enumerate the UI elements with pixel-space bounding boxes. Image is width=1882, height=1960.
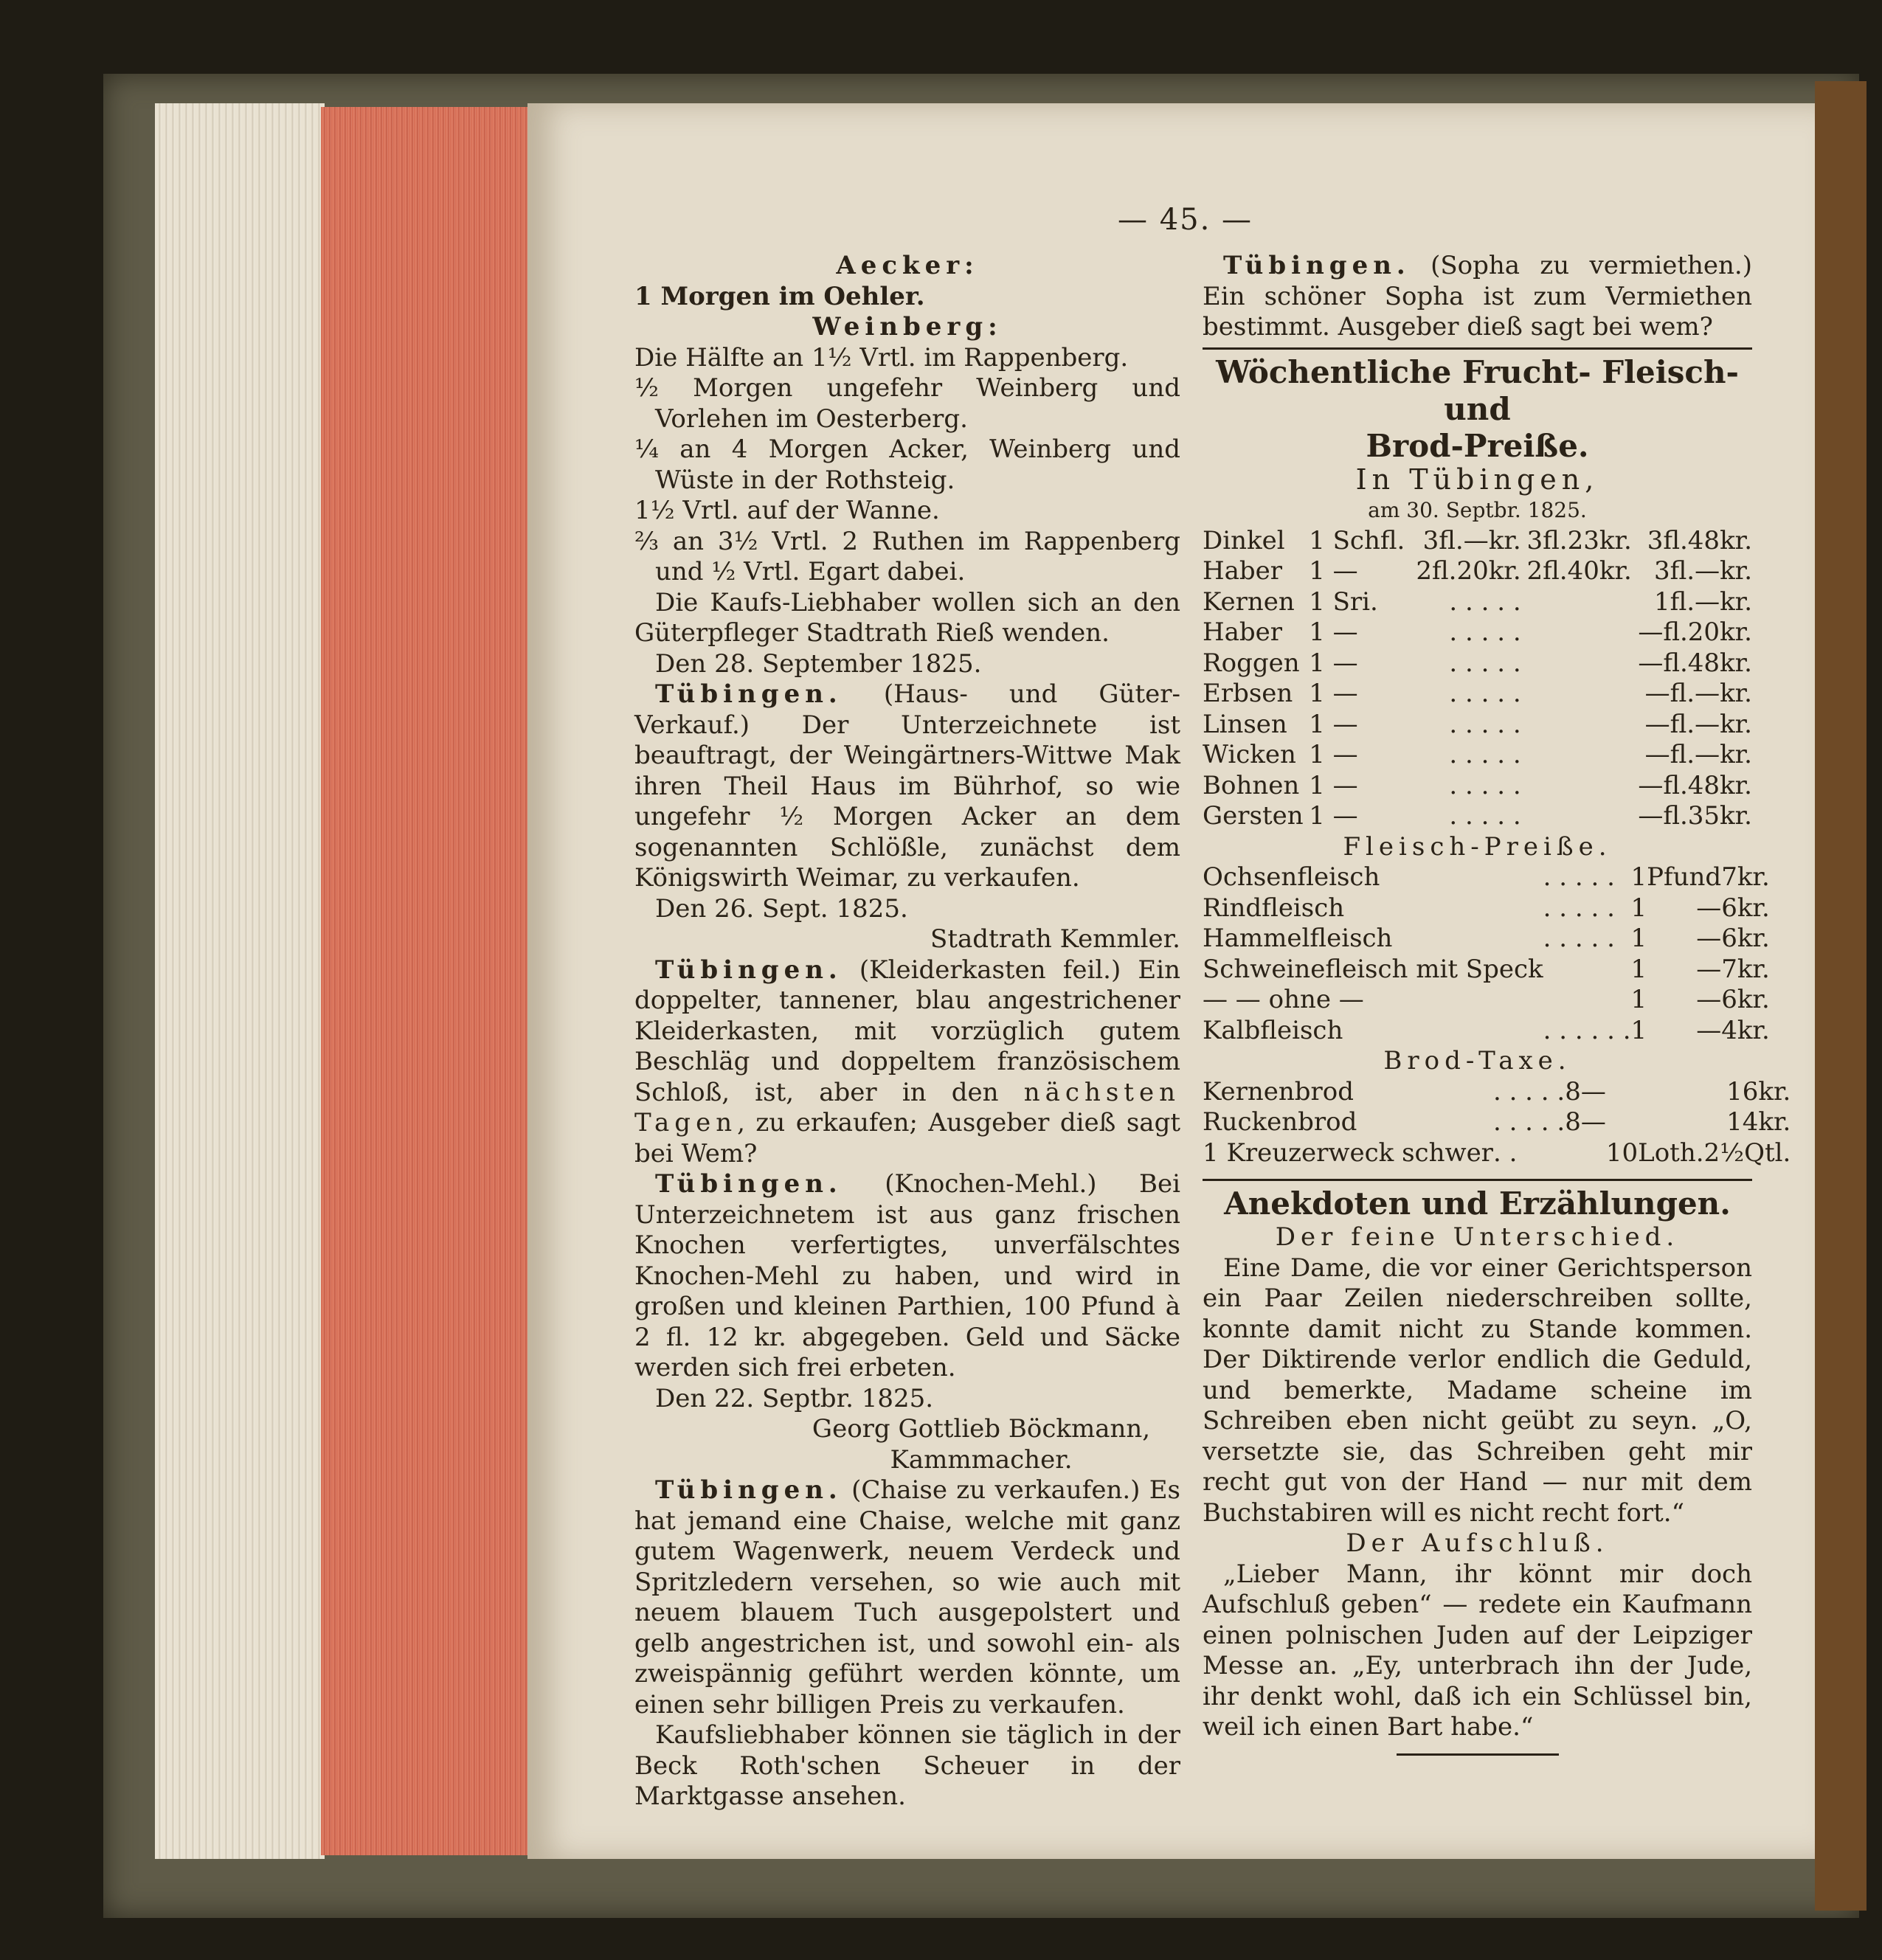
red-page-edge [321, 107, 527, 1855]
grain-row-cell: Roggen [1203, 648, 1300, 678]
meat-row-cell: — [1696, 924, 1722, 953]
grain-row-cell: —fl.—kr. [1644, 709, 1752, 739]
prices-title: Brod-Preiße. [1366, 427, 1589, 464]
ad-knochen [634, 1169, 1180, 1384]
bread-row-cell: 16kr. [1726, 1076, 1791, 1107]
ad-place: Tübingen. [1223, 251, 1411, 280]
meat-row [1203, 893, 1770, 924]
story-title: Der feine Unterschied. [1275, 1222, 1680, 1252]
grain-row-cell: 1 Schfl. [1309, 525, 1405, 555]
grain-row-cell: . . . . . [1449, 586, 1521, 617]
meat-row-cell: . . . . . [1543, 862, 1615, 892]
acker-item: 1 Morgen im Oehler. [634, 281, 925, 311]
grain-row-cell: 1 — [1309, 740, 1358, 769]
grain-row-cell: —fl.35kr. [1638, 801, 1752, 831]
left-column [634, 251, 1180, 1812]
meat-row-cell: Ochsenfleisch [1203, 862, 1380, 892]
meat-row-cell: 1 [1630, 954, 1647, 984]
meat-row-cell: 1 [1630, 1015, 1647, 1045]
meat-row-cell: . . . . . . [1543, 1015, 1631, 1045]
grain-row-cell [1521, 801, 1632, 832]
weinberg-item: Die Hälfte an 1½ Vrtl. im Rappenberg. [634, 342, 1129, 373]
meat-row [1203, 1016, 1770, 1047]
weinberg-item: ½ Morgen ungefehr Weinberg und Vorlehen im Oesterberg. [634, 373, 1180, 434]
grain-row-cell: —fl.48kr. [1638, 770, 1752, 800]
bread-heading: Brod-Taxe. [1383, 1046, 1571, 1076]
meat-row-cell: 6kr. [1721, 924, 1770, 953]
story-title: Der Aufschluß. [1346, 1528, 1609, 1558]
bread-row-cell: — [1580, 1107, 1606, 1137]
grain-row-cell: 2fl.40kr. [1526, 556, 1632, 586]
ad-chaise-2: Kaufsliebhaber können sie täglich in der Beck Roth'schen Scheuer in der Marktgasse ansehen. [634, 1720, 1180, 1811]
grain-row-cell: Erbsen [1203, 679, 1293, 708]
bread-row-cell: . . . . . [1492, 1076, 1566, 1107]
grain-row-cell [1521, 617, 1632, 648]
grain-row [1203, 710, 1752, 741]
right-column [1203, 251, 1791, 1756]
meat-row-cell: 7kr. [1721, 954, 1770, 984]
grain-row-cell: 1 — [1309, 770, 1358, 800]
meat-row-cell: 1 [1630, 985, 1647, 1014]
weinberg-item: ¼ an 4 Morgen Acker, Weinberg und Wüste in der Rothsteig. [634, 434, 1180, 495]
grain-row-cell: Kernen [1203, 586, 1295, 617]
anecdotes-title: Anekdoten und Erzählungen. [1224, 1185, 1731, 1222]
ad-text: , zu erkaufen; Ausgeber dieß sagt bei Wem? [634, 1108, 1180, 1168]
grain-row-cell: 1 — [1309, 709, 1358, 739]
divider [1203, 347, 1752, 350]
grain-row-cell: Dinkel [1203, 525, 1285, 555]
grain-row-cell: Haber [1203, 617, 1283, 647]
weinberg-item: ⅔ an 3½ Vrtl. 2 Ruthen im Rappenberg und ½ Vrtl. Egart dabei. [634, 526, 1180, 586]
divider [1203, 1179, 1752, 1181]
ad-text: (Chaise zu verkaufen.) Es hat jemand eine Chaise, welche mit ganz gutem Wagenwerk, neuem Verdeck und Spritzledern versehen, so wie auch mit neuem blauem Tuch ausgepolstert und gelb angestrichen ist, und sowohl ein- als zweispännig geführt werden könnte, um einen sehr billigen Preis zu verkaufen. [634, 1475, 1181, 1720]
grain-row [1203, 617, 1752, 648]
grain-row-cell: Haber [1203, 556, 1283, 586]
ad-place: Tübingen. [655, 1169, 843, 1199]
grain-row-cell [1521, 771, 1632, 802]
ad-chaise [634, 1475, 1180, 1720]
meat-row-cell: Schweinefleisch mit Speck [1203, 954, 1543, 984]
signature: Stadtrath Kemmler. [930, 924, 1180, 954]
grain-row-cell: 3fl.48kr. [1647, 525, 1752, 555]
ad-text: (Sopha zu vermiethen.) Ein schöner Sopha ist zum Vermiethen bestimmt. Ausgeber dieß sagt bei wem? [1203, 251, 1752, 342]
bread-row [1203, 1107, 1791, 1138]
grain-row-cell: 1 — [1309, 801, 1358, 831]
bread-row-cell: 8 [1565, 1107, 1581, 1137]
meat-row-cell [1543, 985, 1631, 1016]
grain-row-cell: . . . . . [1449, 740, 1521, 769]
prices-place: In Tübingen, [1355, 463, 1599, 496]
bread-row-cell: 10Loth.2½Qtl. [1605, 1137, 1791, 1168]
meat-row-cell: 1 [1630, 924, 1647, 953]
bread-row-cell: . . [1492, 1137, 1518, 1168]
meat-row-cell [1543, 955, 1631, 986]
grain-row [1203, 740, 1752, 771]
grain-price-table [1203, 526, 1752, 832]
bread-price-table [1203, 1077, 1791, 1169]
weinberg-heading: Weinberg: [812, 312, 1003, 342]
meat-row-cell: — — ohne — [1203, 985, 1364, 1014]
grain-row [1203, 679, 1752, 710]
grain-row-cell: 1 — [1309, 648, 1358, 678]
bread-row-cell [1581, 1138, 1606, 1169]
grain-row-cell [1521, 648, 1632, 679]
ad-text: (Haus- und Güter-Verkauf.) Der Unterzeichnete ist beauftragt, der Weingärtners-Wittwe Mak ihren Theil Haus im Bührhof, so wie ungefehr ½ Morgen Acker an dem sogenannten Schlößle, zunächst dem Königswirth Weimar, zu verkaufen. [634, 679, 1181, 893]
ad-place: Tübingen. [655, 679, 843, 709]
grain-row-cell: Gersten [1203, 801, 1304, 831]
grain-row-cell [1521, 587, 1632, 618]
ad-text: (Knochen-Mehl.) Bei Unterzeichnetem ist aus ganz frischen Knochen verfertigtes, unverfälschtes Knochen-Mehl zu haben, und wird in großen und kleinen Parthien, 100 Pfund à 2 fl. 12 kr. abgegeben. Geld und Säcke werden sich frei erbeten. [634, 1169, 1181, 1382]
meat-row-cell: Pfund [1647, 862, 1722, 892]
meat-row-cell: 1 [1630, 893, 1647, 923]
date-line: Den 26. Sept. 1825. [655, 893, 908, 924]
grain-row-cell: Bohnen [1203, 770, 1300, 800]
meat-row-cell: Hammelfleisch [1203, 924, 1393, 953]
meat-row-cell: Kalbfleisch [1203, 1015, 1343, 1045]
ad-emphasis: nächsten Tagen [634, 1077, 1180, 1137]
bread-row-cell: Ruckenbrod [1203, 1107, 1357, 1137]
meat-row-cell: — [1696, 954, 1722, 984]
grain-row-cell: 1 — [1309, 556, 1358, 586]
grain-row-cell [1521, 740, 1632, 771]
meat-row-cell: — [1696, 1015, 1722, 1045]
bread-row-cell: . . . . . [1492, 1107, 1566, 1137]
bread-row-cell [1565, 1138, 1581, 1169]
bread-row-cell: 8 [1565, 1076, 1581, 1107]
grain-row-cell: 3fl.—kr. [1653, 556, 1752, 586]
meat-row-cell: 6kr. [1721, 985, 1770, 1014]
meat-row-cell: . . . . . [1543, 893, 1615, 923]
bread-row [1203, 1077, 1791, 1108]
end-rule [1397, 1753, 1559, 1756]
ad-text: (Kleiderkasten feil.) Ein doppelter, tannener, blau angestrichener Kleiderkasten, mit vorzüglich gutem Beschläg und doppeltem französischem Schloß, ist, aber in den [634, 955, 1180, 1107]
meat-heading: Fleisch-Preiße. [1343, 831, 1612, 862]
meat-row [1203, 955, 1770, 986]
bread-row-cell: — [1580, 1076, 1606, 1107]
bread-row-cell: 1 Kreuzerweck schwer [1203, 1137, 1493, 1168]
grain-row-cell: . . . . . [1449, 679, 1521, 708]
meat-row-cell: 7kr. [1721, 862, 1770, 892]
meat-row-cell: 1 [1630, 862, 1647, 892]
grain-row-cell: —fl.—kr. [1644, 679, 1752, 708]
grain-row-cell: . . . . . [1449, 648, 1521, 678]
signature: Georg Gottlieb Böckmann, [812, 1414, 1151, 1444]
bread-row-cell: Kernenbrod [1203, 1076, 1355, 1107]
bread-row [1203, 1138, 1791, 1169]
grain-row [1203, 526, 1752, 557]
grain-row-cell: Linsen [1203, 709, 1287, 739]
bread-row-cell: 14kr. [1726, 1107, 1791, 1137]
ad-place: Tübingen. [655, 955, 843, 985]
book-spine-edge [1815, 81, 1867, 1911]
acker-heading: Aecker: [836, 251, 979, 280]
date-line: Den 28. September 1825. [655, 648, 982, 679]
ad-kasten [634, 955, 1180, 1170]
date-line: Den 22. Septbr. 1825. [655, 1383, 934, 1413]
grain-row [1203, 587, 1752, 618]
prices-title: Wöchentliche Frucht- Fleisch- und [1216, 353, 1739, 427]
meat-row-cell: — [1696, 893, 1722, 923]
meat-row [1203, 924, 1770, 955]
meat-row [1203, 862, 1770, 893]
grain-row-cell: —fl.—kr. [1644, 740, 1752, 769]
grain-row-cell: . . . . . [1449, 709, 1521, 739]
grain-row-cell: —fl.20kr. [1638, 617, 1752, 647]
grain-row [1203, 771, 1752, 802]
meat-row-cell: . . . . . [1543, 924, 1615, 953]
grain-row-cell: . . . . . [1449, 801, 1521, 831]
meat-row [1203, 985, 1770, 1016]
grain-row [1203, 648, 1752, 679]
grain-row-cell: 1 — [1309, 679, 1358, 708]
page-number: — 45. — [1118, 203, 1253, 237]
grain-row-cell [1521, 710, 1632, 741]
page-edges [155, 103, 325, 1859]
grain-row [1203, 801, 1752, 832]
ad-haus [634, 679, 1180, 894]
grain-row-cell: —fl.48kr. [1638, 648, 1752, 678]
grain-row-cell [1521, 679, 1632, 710]
kauf-notice: Die Kaufs-Liebhaber wollen sich an den Güterpfleger Stadtrath Rieß wenden. [634, 587, 1180, 648]
signature: Kammmacher. [890, 1444, 1073, 1475]
story-text: „Lieber Mann, ihr könnt mir doch Aufschluß geben“ — redete ein Kaufmann einen polnischen Juden auf der Leipziger Messe an. „Ey, unterbrach ihn der Jude, ihr denkt wohl, daß ich ein Schlüssel bin, weil ich einen Bart habe.“ [1203, 1559, 1752, 1742]
grain-row-cell: 3fl.—kr. [1422, 525, 1521, 555]
grain-row-cell: Wicken [1203, 740, 1296, 769]
grain-row-cell: 2fl.20kr. [1416, 556, 1521, 586]
meat-row-cell: — [1696, 985, 1722, 1014]
meat-row-cell: 4kr. [1721, 1015, 1770, 1045]
grain-row [1203, 556, 1752, 587]
grain-row-cell: . . . . . [1449, 617, 1521, 647]
grain-row-cell: . . . . . [1449, 770, 1521, 800]
grain-row-cell: 1 — [1309, 617, 1358, 647]
meat-row-cell: Rindfleisch [1203, 893, 1345, 923]
grain-row-cell: 3fl.23kr. [1526, 525, 1632, 555]
meat-row-cell: 6kr. [1721, 893, 1770, 923]
ad-sopha [1203, 251, 1752, 343]
grain-row-cell: 1 Sri. [1309, 586, 1378, 617]
ad-place: Tübingen. [655, 1475, 843, 1505]
weinberg-item: 1½ Vrtl. auf der Wanne. [634, 496, 940, 525]
grain-row-cell: 1fl.—kr. [1653, 586, 1752, 617]
story-text: Eine Dame, die vor einer Gerichtsperson ein Paar Zeilen niederschreiben sollte, konnte damit nicht zu Stande kommen. Der Diktirende verlor endlich die Geduld, und bemerkte, Madame scheine im Schreiben eben nicht geübt zu seyn. „O, versetzte sie, das Schreiben geht mir recht gut von der Hand — nur mit dem Buchstabiren will es nicht recht fort.“ [1203, 1253, 1752, 1528]
meat-price-table [1203, 862, 1770, 1046]
prices-date: am 30. Septbr. 1825. [1368, 498, 1587, 522]
